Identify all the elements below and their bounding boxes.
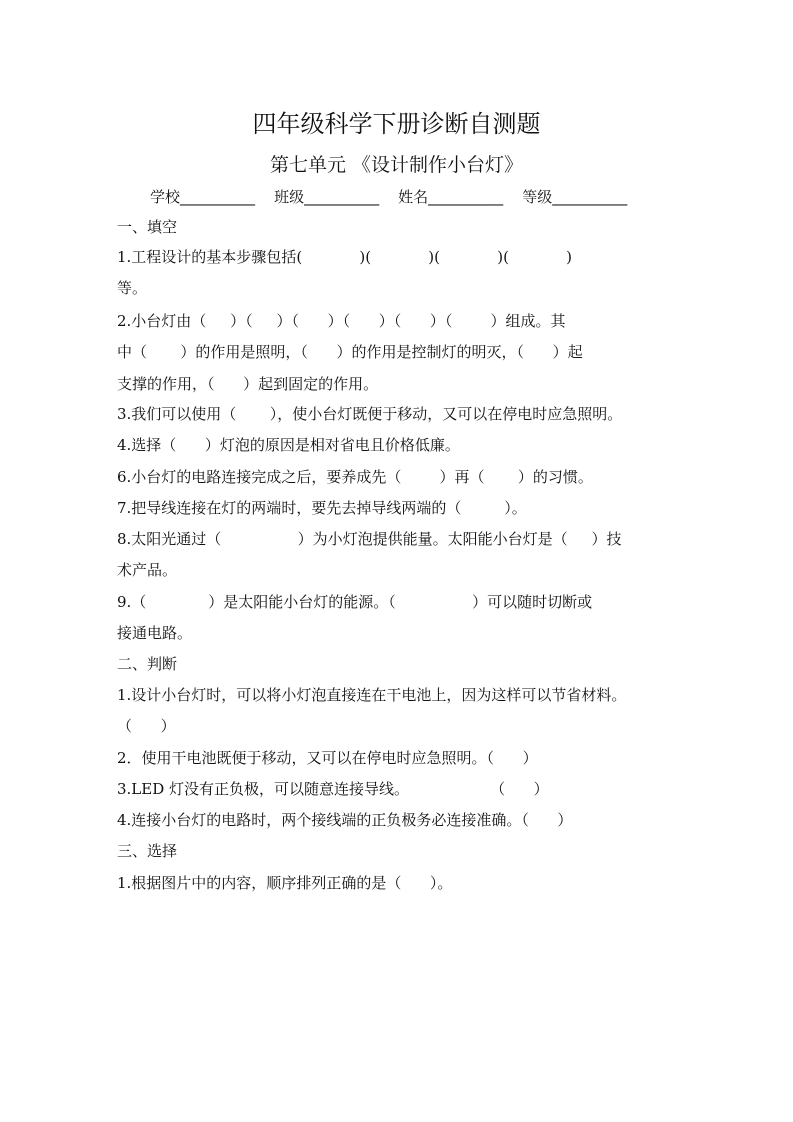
question-line: 1.设计小台灯时，可以将小灯泡直接连在干电池上，因为这样可以节省材料。 [117, 686, 627, 704]
section-heading: 三、选择 [117, 842, 178, 860]
page-title: 四年级科学下册诊断自测题 [252, 110, 541, 138]
question-line: 1.工程设计的基本步骤包括( )( )( )( ) [117, 248, 572, 266]
question-line: 3.LED 灯没有正负极，可以随意连接导线。 （ ） [117, 780, 549, 798]
question-line: 9.（ ）是太阳能小台灯的能源。（ ）可以随时切断或 [117, 593, 593, 611]
question-line: 等。 [117, 279, 148, 297]
question-line: 7.把导线连接在灯的两端时，要先去掉导线两端的（ ）。 [117, 499, 527, 517]
question-line: 4.选择（ ）灯泡的原因是相对省电且价格低廉。 [117, 436, 460, 454]
question-line: 2.小台灯由（ ）（ ）（ ）（ ）（ ）（ ）组成。其 [117, 312, 566, 330]
question-line: 接通电路。 [117, 624, 193, 642]
question-line: 支撑的作用，（ ）起到固定的作用。 [117, 375, 379, 393]
question-line: 8.太阳光通过（ ）为小灯泡提供能量。太阳能小台灯是（ ）技 [117, 530, 622, 548]
question-line: 2．使用干电池既便于移动，又可以在停电时应急照明。（ ） [117, 749, 538, 767]
question-line: 术产品。 [117, 561, 178, 579]
question-line: 6.小台灯的电路连接完成之后，要养成先（ ）再（ ）的习惯。 [117, 468, 593, 486]
question-line: 1.根据图片中的内容，顺序排列正确的是（ ）。 [117, 874, 453, 892]
question-line: 4.连接小台灯的电路时，两个接线端的正负极务必连接准确。（ ） [117, 811, 573, 829]
student-info-line: 学校__________ 班级__________ 姓名__________ 等级__________ [150, 188, 628, 206]
question-line: （ ） [117, 717, 176, 735]
unit-subtitle: 第七单元 《设计制作小台灯》 [269, 154, 524, 176]
section-heading: 一、填空 [117, 218, 178, 236]
question-line: 中（ ）的作用是照明，（ ）的作用是控制灯的明灭，（ ）起 [117, 343, 583, 361]
question-line: 3.我们可以使用（ ），使小台灯既便于移动，又可以在停电时应急照明。 [117, 405, 623, 423]
section-heading: 二、判断 [117, 655, 178, 673]
